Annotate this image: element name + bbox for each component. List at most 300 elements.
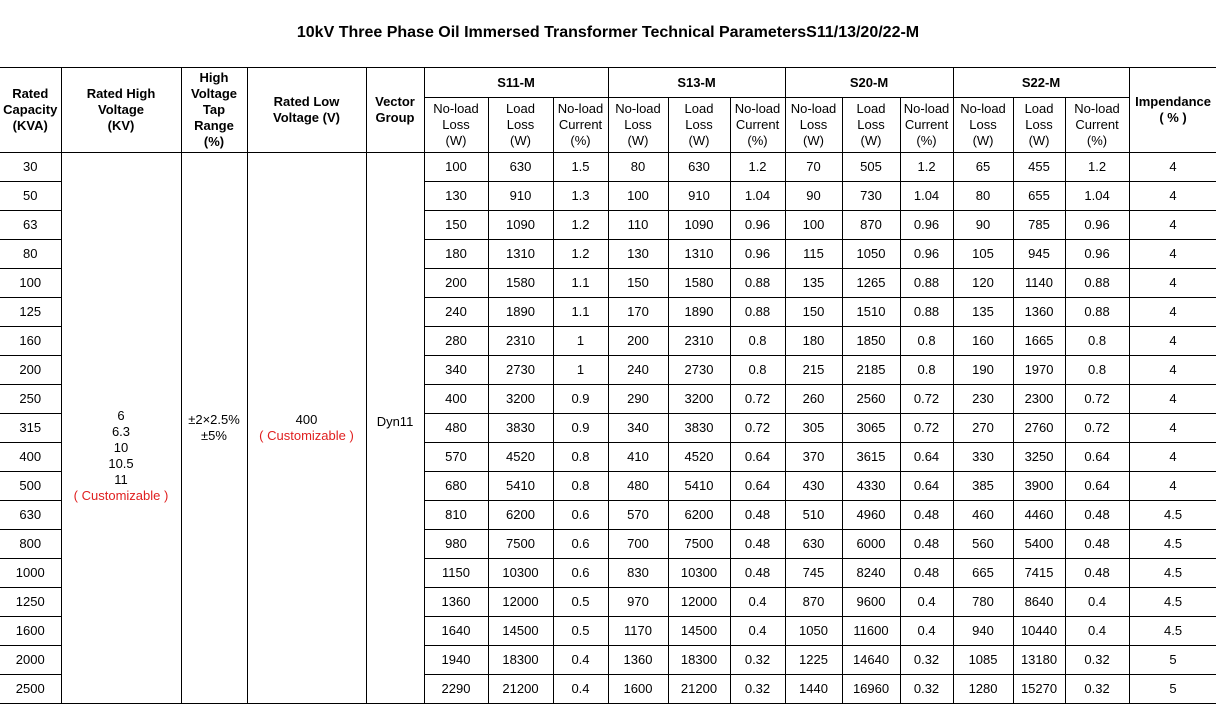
cell-s11-load-loss: 7500 xyxy=(488,530,553,559)
table-body xyxy=(0,153,1216,704)
cell-s22-load-loss: 3250 xyxy=(1013,443,1065,472)
header-row-models xyxy=(0,68,1216,98)
cell-rated-capacity: 2500 xyxy=(0,675,61,704)
cell-s13-noload-current: 0.48 xyxy=(730,559,785,588)
subheader-s13-noload-current: No-load Current (%) xyxy=(730,98,785,153)
cell-s22-load-loss: 1970 xyxy=(1013,356,1065,385)
cell-s22-noload-loss: 940 xyxy=(953,617,1013,646)
cell-s22-noload-loss: 270 xyxy=(953,414,1013,443)
cell-rated-capacity: 400 xyxy=(0,443,61,472)
cell-s22-noload-current: 0.32 xyxy=(1065,675,1129,704)
header-model-s11: S11-M xyxy=(424,68,608,98)
cell-s20-noload-current: 1.04 xyxy=(900,182,953,211)
cell-s20-load-loss: 8240 xyxy=(842,559,900,588)
subheader-s20-noload-current: No-load Current (%) xyxy=(900,98,953,153)
cell-rated-capacity: 1600 xyxy=(0,617,61,646)
table-row xyxy=(0,153,1216,182)
cell-rated-capacity: 80 xyxy=(0,240,61,269)
cell-s11-noload-loss: 680 xyxy=(424,472,488,501)
cell-s20-noload-loss: 180 xyxy=(785,327,842,356)
cell-impedance: 4.5 xyxy=(1129,530,1216,559)
cell-s22-noload-current: 0.96 xyxy=(1065,211,1129,240)
cell-s13-load-loss: 1890 xyxy=(668,298,730,327)
parameters-table xyxy=(0,67,1216,704)
cell-s20-noload-current: 0.48 xyxy=(900,559,953,588)
cell-s22-load-loss: 5400 xyxy=(1013,530,1065,559)
header-model-s22: S22-M xyxy=(953,68,1129,98)
cell-s13-noload-loss: 340 xyxy=(608,414,668,443)
cell-s20-noload-loss: 215 xyxy=(785,356,842,385)
cell-s11-noload-current: 1 xyxy=(553,356,608,385)
cell-s20-noload-loss: 745 xyxy=(785,559,842,588)
cell-s11-load-loss: 4520 xyxy=(488,443,553,472)
cell-rated-capacity: 1250 xyxy=(0,588,61,617)
subheader-s20-noload-loss: No-load Loss (W) xyxy=(785,98,842,153)
cell-s22-noload-current: 0.32 xyxy=(1065,646,1129,675)
cell-s22-load-loss: 2300 xyxy=(1013,385,1065,414)
cell-s20-noload-current: 0.48 xyxy=(900,501,953,530)
cell-s13-load-loss: 1310 xyxy=(668,240,730,269)
subheader-s11-noload-current: No-load Current (%) xyxy=(553,98,608,153)
high-voltage-option: 10.5 xyxy=(108,456,134,471)
cell-s20-noload-loss: 135 xyxy=(785,269,842,298)
cell-s13-load-loss: 4520 xyxy=(668,443,730,472)
cell-s20-noload-loss: 370 xyxy=(785,443,842,472)
cell-s13-noload-current: 0.32 xyxy=(730,675,785,704)
cell-s13-load-loss: 7500 xyxy=(668,530,730,559)
cell-s20-noload-current: 0.64 xyxy=(900,443,953,472)
cell-s20-load-loss: 1265 xyxy=(842,269,900,298)
cell-low-voltage-merged: 400 ( Customizable ) xyxy=(247,153,366,704)
cell-s20-noload-loss: 70 xyxy=(785,153,842,182)
cell-s13-noload-loss: 570 xyxy=(608,501,668,530)
cell-s11-load-loss: 1310 xyxy=(488,240,553,269)
cell-s13-noload-loss: 100 xyxy=(608,182,668,211)
cell-impedance: 4 xyxy=(1129,472,1216,501)
cell-s13-noload-loss: 200 xyxy=(608,327,668,356)
cell-s11-noload-loss: 180 xyxy=(424,240,488,269)
cell-impedance: 4 xyxy=(1129,356,1216,385)
cell-s13-load-loss: 3200 xyxy=(668,385,730,414)
cell-s22-noload-loss: 560 xyxy=(953,530,1013,559)
cell-s22-noload-loss: 385 xyxy=(953,472,1013,501)
cell-s22-load-loss: 15270 xyxy=(1013,675,1065,704)
subheader-s13-noload-loss: No-load Loss (W) xyxy=(608,98,668,153)
cell-s20-load-loss: 1850 xyxy=(842,327,900,356)
cell-s11-noload-current: 0.4 xyxy=(553,646,608,675)
cell-s20-load-loss: 11600 xyxy=(842,617,900,646)
cell-s20-load-loss: 4960 xyxy=(842,501,900,530)
cell-s11-noload-loss: 1640 xyxy=(424,617,488,646)
cell-s22-noload-current: 0.4 xyxy=(1065,617,1129,646)
cell-impedance: 4 xyxy=(1129,153,1216,182)
cell-s11-noload-loss: 400 xyxy=(424,385,488,414)
cell-s11-noload-loss: 130 xyxy=(424,182,488,211)
cell-s13-noload-loss: 830 xyxy=(608,559,668,588)
cell-s13-noload-current: 0.96 xyxy=(730,211,785,240)
cell-s20-noload-loss: 870 xyxy=(785,588,842,617)
cell-s11-noload-loss: 980 xyxy=(424,530,488,559)
cell-high-voltage-merged xyxy=(61,153,181,704)
cell-s11-load-loss: 1580 xyxy=(488,269,553,298)
cell-s13-noload-loss: 240 xyxy=(608,356,668,385)
cell-s22-noload-loss: 665 xyxy=(953,559,1013,588)
customizable-note: ( Customizable ) xyxy=(259,428,354,443)
cell-s22-noload-loss: 330 xyxy=(953,443,1013,472)
cell-vector-group-merged: Dyn11 xyxy=(366,153,424,704)
cell-s13-load-loss: 10300 xyxy=(668,559,730,588)
cell-s13-noload-loss: 1600 xyxy=(608,675,668,704)
cell-s20-noload-loss: 510 xyxy=(785,501,842,530)
cell-s11-load-loss: 14500 xyxy=(488,617,553,646)
cell-s11-load-loss: 910 xyxy=(488,182,553,211)
cell-s13-load-loss: 2730 xyxy=(668,356,730,385)
cell-s11-noload-current: 1.3 xyxy=(553,182,608,211)
header-model-s20: S20-M xyxy=(785,68,953,98)
cell-s11-noload-current: 0.6 xyxy=(553,559,608,588)
cell-s13-noload-current: 1.04 xyxy=(730,182,785,211)
cell-s13-noload-current: 0.32 xyxy=(730,646,785,675)
cell-s11-noload-current: 1.2 xyxy=(553,240,608,269)
cell-s11-load-loss: 3200 xyxy=(488,385,553,414)
cell-s11-noload-current: 1.1 xyxy=(553,269,608,298)
cell-s22-noload-current: 0.48 xyxy=(1065,530,1129,559)
cell-s11-noload-current: 0.4 xyxy=(553,675,608,704)
cell-rated-capacity: 500 xyxy=(0,472,61,501)
cell-s13-noload-loss: 1360 xyxy=(608,646,668,675)
cell-s13-noload-current: 0.48 xyxy=(730,530,785,559)
cell-s22-load-loss: 3900 xyxy=(1013,472,1065,501)
high-voltage-option: 10 xyxy=(113,440,129,455)
cell-impedance: 4.5 xyxy=(1129,559,1216,588)
cell-s22-noload-current: 0.48 xyxy=(1065,501,1129,530)
cell-s11-noload-loss: 570 xyxy=(424,443,488,472)
cell-s22-load-loss: 13180 xyxy=(1013,646,1065,675)
cell-impedance: 4 xyxy=(1129,327,1216,356)
cell-s20-noload-loss: 150 xyxy=(785,298,842,327)
cell-s11-noload-current: 0.9 xyxy=(553,414,608,443)
cell-s11-noload-loss: 340 xyxy=(424,356,488,385)
cell-impedance: 4 xyxy=(1129,182,1216,211)
cell-s22-noload-loss: 65 xyxy=(953,153,1013,182)
cell-s22-noload-loss: 135 xyxy=(953,298,1013,327)
cell-s13-noload-current: 0.4 xyxy=(730,617,785,646)
cell-s11-noload-current: 1.2 xyxy=(553,211,608,240)
cell-s22-noload-loss: 120 xyxy=(953,269,1013,298)
cell-s22-load-loss: 1665 xyxy=(1013,327,1065,356)
cell-tap-range-merged: ±2×2.5% ±5% xyxy=(181,153,247,704)
cell-impedance: 4 xyxy=(1129,414,1216,443)
cell-s13-noload-current: 0.88 xyxy=(730,269,785,298)
cell-impedance: 4 xyxy=(1129,443,1216,472)
cell-s20-load-loss: 2185 xyxy=(842,356,900,385)
cell-s22-noload-loss: 190 xyxy=(953,356,1013,385)
cell-s20-noload-loss: 115 xyxy=(785,240,842,269)
cell-s11-load-loss: 1090 xyxy=(488,211,553,240)
cell-s20-load-loss: 4330 xyxy=(842,472,900,501)
cell-s22-load-loss: 4460 xyxy=(1013,501,1065,530)
cell-s20-noload-current: 0.88 xyxy=(900,269,953,298)
cell-s22-noload-current: 0.72 xyxy=(1065,414,1129,443)
cell-s13-noload-current: 0.8 xyxy=(730,356,785,385)
subheader-s22-load-loss: Load Loss (W) xyxy=(1013,98,1065,153)
cell-s20-noload-loss: 90 xyxy=(785,182,842,211)
cell-rated-capacity: 30 xyxy=(0,153,61,182)
customizable-note: ( Customizable ) xyxy=(73,488,169,503)
cell-s22-noload-current: 0.64 xyxy=(1065,472,1129,501)
cell-s20-noload-loss: 430 xyxy=(785,472,842,501)
cell-s13-load-loss: 2310 xyxy=(668,327,730,356)
cell-s13-load-loss: 1090 xyxy=(668,211,730,240)
cell-rated-capacity: 200 xyxy=(0,356,61,385)
cell-s11-load-loss: 12000 xyxy=(488,588,553,617)
cell-s11-load-loss: 1890 xyxy=(488,298,553,327)
cell-s11-noload-current: 0.9 xyxy=(553,385,608,414)
cell-s20-noload-loss: 1225 xyxy=(785,646,842,675)
cell-impedance: 4 xyxy=(1129,385,1216,414)
high-voltage-option: 6 xyxy=(117,408,125,423)
cell-s22-noload-loss: 460 xyxy=(953,501,1013,530)
cell-s13-noload-current: 1.2 xyxy=(730,153,785,182)
cell-s22-noload-loss: 160 xyxy=(953,327,1013,356)
cell-s13-noload-current: 0.64 xyxy=(730,472,785,501)
cell-s11-noload-loss: 810 xyxy=(424,501,488,530)
cell-s13-load-loss: 6200 xyxy=(668,501,730,530)
cell-s13-noload-current: 0.8 xyxy=(730,327,785,356)
page-title: 10kV Three Phase Oil Immersed Transformer Technical ParametersS11/13/20/22-M xyxy=(296,24,920,41)
cell-s20-noload-current: 0.4 xyxy=(900,588,953,617)
cell-s13-noload-loss: 110 xyxy=(608,211,668,240)
cell-rated-capacity: 630 xyxy=(0,501,61,530)
cell-s11-load-loss: 3830 xyxy=(488,414,553,443)
cell-rated-capacity: 50 xyxy=(0,182,61,211)
cell-rated-capacity: 63 xyxy=(0,211,61,240)
cell-impedance: 4.5 xyxy=(1129,588,1216,617)
cell-s20-load-loss: 14640 xyxy=(842,646,900,675)
cell-s11-noload-loss: 240 xyxy=(424,298,488,327)
cell-s13-load-loss: 18300 xyxy=(668,646,730,675)
cell-s11-load-loss: 2730 xyxy=(488,356,553,385)
header-tap-range: High Voltage Tap Range (%) xyxy=(181,68,247,153)
cell-s22-noload-current: 0.88 xyxy=(1065,269,1129,298)
cell-s13-noload-loss: 170 xyxy=(608,298,668,327)
cell-s11-load-loss: 10300 xyxy=(488,559,553,588)
cell-s22-noload-current: 0.4 xyxy=(1065,588,1129,617)
cell-s22-noload-current: 0.64 xyxy=(1065,443,1129,472)
cell-s22-load-loss: 945 xyxy=(1013,240,1065,269)
cell-s13-load-loss: 5410 xyxy=(668,472,730,501)
cell-rated-capacity: 250 xyxy=(0,385,61,414)
cell-s22-noload-loss: 90 xyxy=(953,211,1013,240)
cell-s20-load-loss: 870 xyxy=(842,211,900,240)
cell-s13-noload-loss: 80 xyxy=(608,153,668,182)
cell-impedance: 4 xyxy=(1129,269,1216,298)
cell-rated-capacity: 315 xyxy=(0,414,61,443)
cell-s11-noload-current: 0.8 xyxy=(553,443,608,472)
cell-s11-noload-current: 0.5 xyxy=(553,617,608,646)
cell-s13-noload-loss: 700 xyxy=(608,530,668,559)
cell-s13-load-loss: 910 xyxy=(668,182,730,211)
cell-s13-load-loss: 14500 xyxy=(668,617,730,646)
cell-s22-noload-loss: 230 xyxy=(953,385,1013,414)
cell-s20-noload-loss: 260 xyxy=(785,385,842,414)
cell-s20-noload-loss: 305 xyxy=(785,414,842,443)
header-vector-group: Vector Group xyxy=(366,68,424,153)
cell-s11-load-loss: 21200 xyxy=(488,675,553,704)
cell-s20-load-loss: 1050 xyxy=(842,240,900,269)
cell-s22-noload-loss: 105 xyxy=(953,240,1013,269)
cell-s13-noload-loss: 290 xyxy=(608,385,668,414)
cell-s22-noload-current: 1.2 xyxy=(1065,153,1129,182)
cell-impedance: 5 xyxy=(1129,675,1216,704)
cell-rated-capacity: 2000 xyxy=(0,646,61,675)
cell-s20-load-loss: 730 xyxy=(842,182,900,211)
cell-s11-load-loss: 6200 xyxy=(488,501,553,530)
cell-s22-load-loss: 1360 xyxy=(1013,298,1065,327)
header-rated-low-voltage: Rated Low Voltage (V) xyxy=(247,68,366,153)
cell-s11-noload-loss: 1360 xyxy=(424,588,488,617)
cell-s20-noload-loss: 1440 xyxy=(785,675,842,704)
cell-rated-capacity: 125 xyxy=(0,298,61,327)
cell-s11-noload-loss: 1150 xyxy=(424,559,488,588)
header-impedance: Impendance ( % ) xyxy=(1129,68,1216,153)
cell-s22-load-loss: 7415 xyxy=(1013,559,1065,588)
cell-s20-noload-current: 0.88 xyxy=(900,298,953,327)
cell-rated-capacity: 100 xyxy=(0,269,61,298)
subheader-s13-load-loss: Load Loss (W) xyxy=(668,98,730,153)
cell-s22-load-loss: 455 xyxy=(1013,153,1065,182)
cell-s11-noload-current: 0.6 xyxy=(553,501,608,530)
cell-s22-noload-current: 0.8 xyxy=(1065,327,1129,356)
cell-s11-noload-loss: 480 xyxy=(424,414,488,443)
cell-s13-noload-loss: 970 xyxy=(608,588,668,617)
cell-s13-load-loss: 3830 xyxy=(668,414,730,443)
cell-s22-load-loss: 655 xyxy=(1013,182,1065,211)
subheader-s22-noload-loss: No-load Loss (W) xyxy=(953,98,1013,153)
cell-impedance: 5 xyxy=(1129,646,1216,675)
cell-s20-noload-current: 0.8 xyxy=(900,356,953,385)
cell-s20-load-loss: 6000 xyxy=(842,530,900,559)
cell-s20-noload-loss: 630 xyxy=(785,530,842,559)
cell-s20-load-loss: 2560 xyxy=(842,385,900,414)
cell-s20-noload-current: 0.32 xyxy=(900,675,953,704)
cell-s20-noload-current: 0.64 xyxy=(900,472,953,501)
cell-s13-noload-loss: 410 xyxy=(608,443,668,472)
cell-s11-noload-loss: 100 xyxy=(424,153,488,182)
cell-s11-noload-loss: 2290 xyxy=(424,675,488,704)
cell-s22-noload-current: 0.96 xyxy=(1065,240,1129,269)
cell-s13-noload-current: 0.4 xyxy=(730,588,785,617)
cell-rated-capacity: 1000 xyxy=(0,559,61,588)
cell-s11-noload-loss: 150 xyxy=(424,211,488,240)
cell-impedance: 4 xyxy=(1129,240,1216,269)
cell-impedance: 4.5 xyxy=(1129,501,1216,530)
high-voltage-option: 6.3 xyxy=(111,424,131,439)
cell-s22-load-loss: 10440 xyxy=(1013,617,1065,646)
cell-s22-load-loss: 1140 xyxy=(1013,269,1065,298)
cell-s22-noload-loss: 1280 xyxy=(953,675,1013,704)
cell-s11-noload-loss: 1940 xyxy=(424,646,488,675)
cell-s20-noload-current: 0.96 xyxy=(900,211,953,240)
cell-s20-load-loss: 3065 xyxy=(842,414,900,443)
cell-s13-load-loss: 21200 xyxy=(668,675,730,704)
header-rated-high-voltage: Rated High Voltage (KV) xyxy=(61,68,181,153)
cell-s22-load-loss: 2760 xyxy=(1013,414,1065,443)
cell-s22-noload-loss: 780 xyxy=(953,588,1013,617)
cell-rated-capacity: 160 xyxy=(0,327,61,356)
subheader-s22-noload-current: No-load Current (%) xyxy=(1065,98,1129,153)
cell-s13-load-loss: 1580 xyxy=(668,269,730,298)
cell-s11-noload-current: 1.5 xyxy=(553,153,608,182)
cell-impedance: 4 xyxy=(1129,211,1216,240)
cell-s20-load-loss: 16960 xyxy=(842,675,900,704)
cell-s13-load-loss: 630 xyxy=(668,153,730,182)
cell-s20-noload-current: 1.2 xyxy=(900,153,953,182)
cell-s20-load-loss: 505 xyxy=(842,153,900,182)
cell-s11-noload-current: 0.6 xyxy=(553,530,608,559)
cell-s20-load-loss: 9600 xyxy=(842,588,900,617)
cell-s11-noload-loss: 280 xyxy=(424,327,488,356)
cell-s13-noload-current: 0.96 xyxy=(730,240,785,269)
subheader-s20-load-loss: Load Loss (W) xyxy=(842,98,900,153)
cell-s13-noload-loss: 1170 xyxy=(608,617,668,646)
cell-s13-noload-current: 0.72 xyxy=(730,414,785,443)
cell-s22-noload-current: 0.72 xyxy=(1065,385,1129,414)
cell-s22-noload-current: 0.48 xyxy=(1065,559,1129,588)
subheader-s11-noload-loss: No-load Loss (W) xyxy=(424,98,488,153)
header-rated-capacity: Rated Capacity (KVA) xyxy=(0,68,61,153)
cell-s20-noload-current: 0.8 xyxy=(900,327,953,356)
cell-s22-noload-current: 1.04 xyxy=(1065,182,1129,211)
cell-s20-noload-current: 0.72 xyxy=(900,385,953,414)
cell-s11-load-loss: 630 xyxy=(488,153,553,182)
cell-s22-noload-loss: 80 xyxy=(953,182,1013,211)
cell-s13-noload-current: 0.48 xyxy=(730,501,785,530)
cell-s20-noload-loss: 100 xyxy=(785,211,842,240)
cell-s22-noload-loss: 1085 xyxy=(953,646,1013,675)
cell-s22-noload-current: 0.8 xyxy=(1065,356,1129,385)
cell-s20-noload-current: 0.96 xyxy=(900,240,953,269)
cell-s11-load-loss: 2310 xyxy=(488,327,553,356)
high-voltage-option: 11 xyxy=(114,472,128,487)
cell-s13-noload-loss: 150 xyxy=(608,269,668,298)
cell-impedance: 4 xyxy=(1129,298,1216,327)
header-model-s13: S13-M xyxy=(608,68,785,98)
cell-rated-capacity: 800 xyxy=(0,530,61,559)
cell-s20-noload-current: 0.4 xyxy=(900,617,953,646)
cell-s20-noload-current: 0.72 xyxy=(900,414,953,443)
cell-s11-noload-current: 1.1 xyxy=(553,298,608,327)
cell-s13-noload-current: 0.72 xyxy=(730,385,785,414)
cell-s22-noload-current: 0.88 xyxy=(1065,298,1129,327)
cell-s20-load-loss: 1510 xyxy=(842,298,900,327)
cell-s22-load-loss: 8640 xyxy=(1013,588,1065,617)
cell-s13-load-loss: 12000 xyxy=(668,588,730,617)
cell-s11-noload-current: 1 xyxy=(553,327,608,356)
cell-s13-noload-current: 0.88 xyxy=(730,298,785,327)
cell-s20-noload-current: 0.48 xyxy=(900,530,953,559)
cell-s22-load-loss: 785 xyxy=(1013,211,1065,240)
cell-s20-noload-loss: 1050 xyxy=(785,617,842,646)
cell-s20-load-loss: 3615 xyxy=(842,443,900,472)
subheader-s11-load-loss: Load Loss (W) xyxy=(488,98,553,153)
cell-s11-noload-loss: 200 xyxy=(424,269,488,298)
cell-s11-load-loss: 5410 xyxy=(488,472,553,501)
cell-impedance: 4.5 xyxy=(1129,617,1216,646)
cell-s11-noload-current: 0.5 xyxy=(553,588,608,617)
cell-s13-noload-loss: 480 xyxy=(608,472,668,501)
cell-s11-noload-current: 0.8 xyxy=(553,472,608,501)
